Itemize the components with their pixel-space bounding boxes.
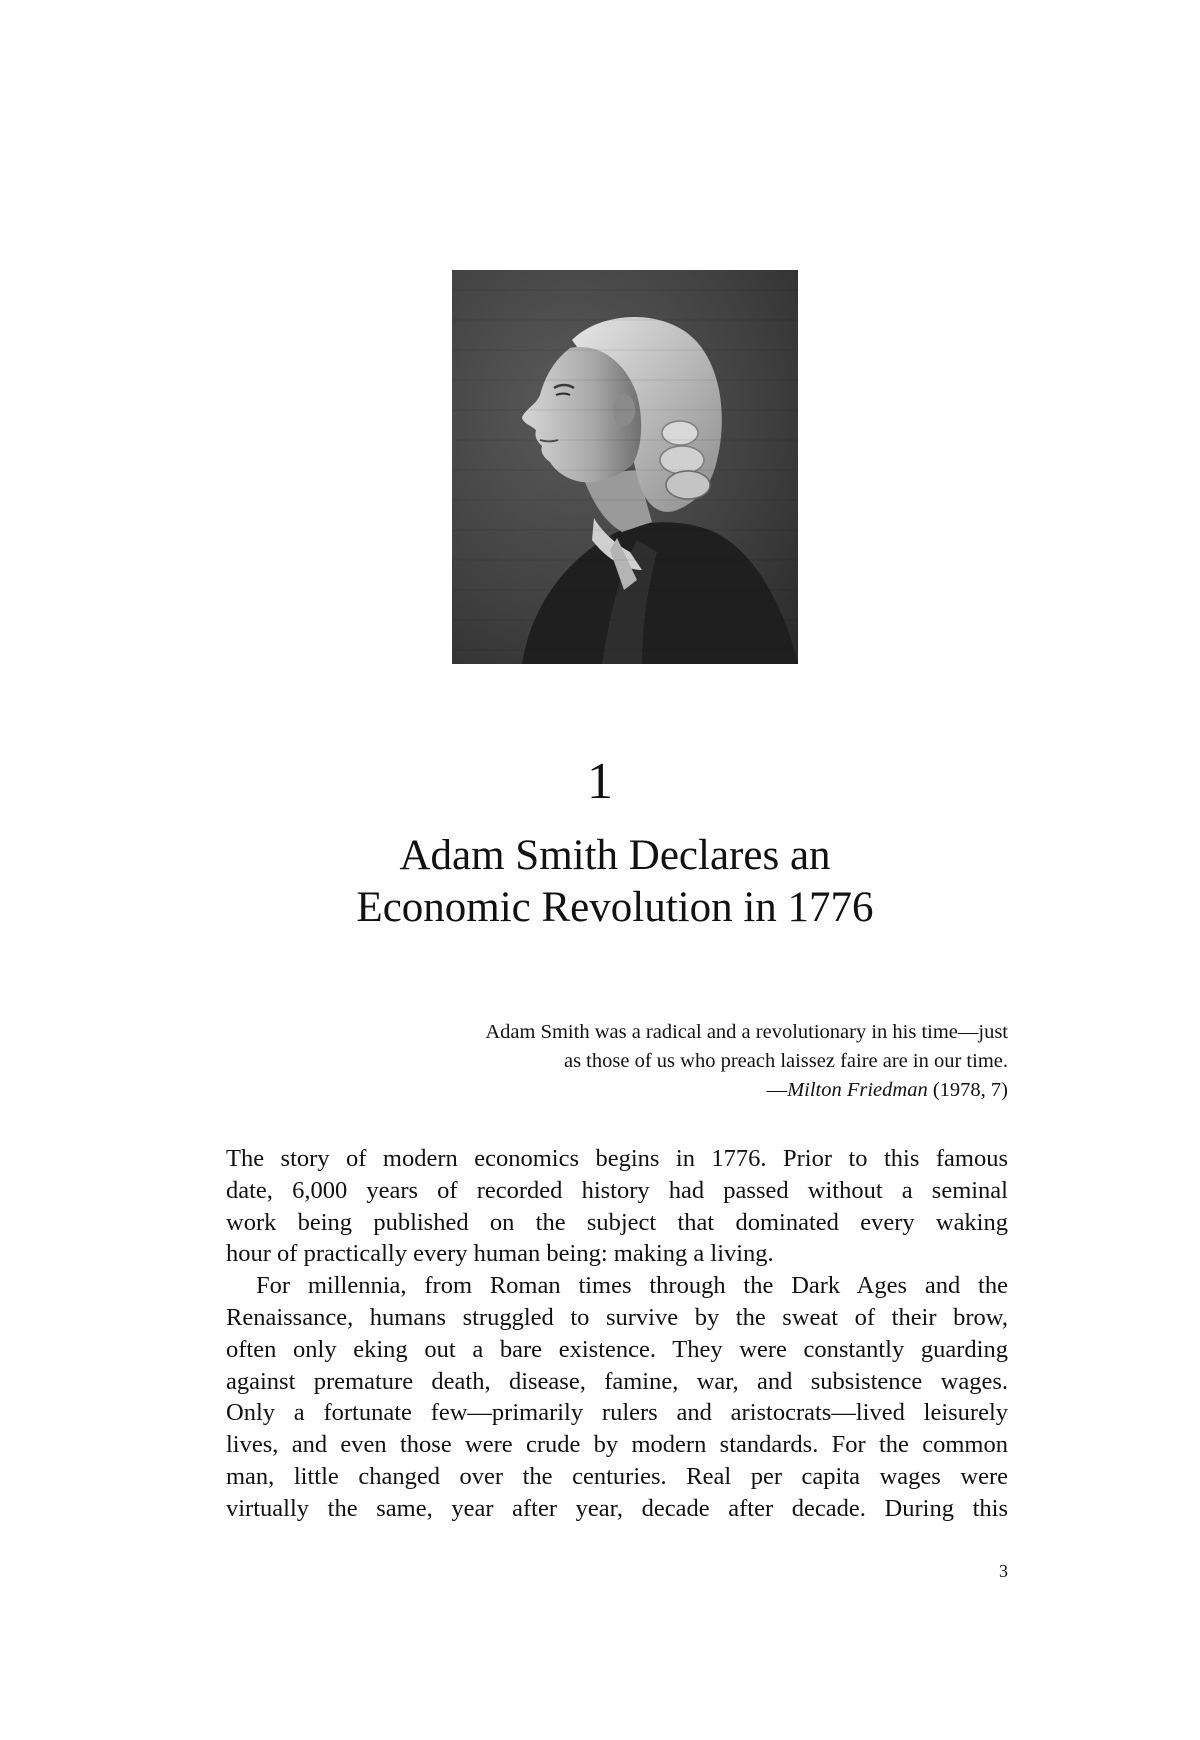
epigraph-line: Adam Smith was a radical and a revolutionary in his time—just: [485, 1021, 1008, 1043]
text-line: Only a fortunate few—primarily rulers and aristocrats—lived leisurely: [226, 1399, 1008, 1427]
page-number: 3: [999, 1561, 1008, 1581]
text-line: against premature death, disease, famine, war, and subsistence wages.: [226, 1367, 1008, 1395]
chapter-number: 1: [587, 753, 613, 810]
text-line: For millennia, from Roman times through the Dark Ages and the: [256, 1272, 1008, 1300]
epigraph-line: as those of us who preach laissez faire are in our time.: [563, 1050, 1008, 1072]
attribution-author: Milton Friedman: [787, 1079, 928, 1101]
text-line: Renaissance, humans struggled to survive by the sweat of their brow,: [226, 1303, 1008, 1331]
epigraph-attribution: [300, 1076, 1008, 1105]
adam-smith-portrait-illustration: [452, 270, 798, 664]
text-line: often only eking out a bare existence. They were constantly guarding: [226, 1335, 1008, 1363]
text-line: hour of practically every human being: making a living.: [226, 1240, 774, 1268]
attribution-dash: —: [766, 1079, 788, 1101]
chapter-title: [200, 830, 1030, 934]
text-line: man, little changed over the centuries. Real per capita wages were: [226, 1462, 1008, 1490]
text-line: date, 6,000 years of recorded history had passed without a seminal: [226, 1176, 1008, 1204]
chapter-title-line: Economic Revolution in 1776: [356, 884, 874, 931]
paragraph: [226, 1143, 1008, 1270]
text-line: virtually the same, year after year, decade after decade. During this: [226, 1494, 1008, 1522]
chapter-title-line: Adam Smith Declares an: [399, 832, 831, 879]
epigraph: [300, 1018, 1008, 1105]
text-line: work being published on the subject that dominated every waking: [226, 1208, 1008, 1236]
portrait-image: [452, 270, 798, 664]
paragraph: [226, 1270, 1008, 1524]
body-text: [226, 1143, 1008, 1525]
text-line: The story of modern economics begins in 1776. Prior to this famous: [226, 1145, 1008, 1172]
text-line: lives, and even those were crude by modern standards. For the common: [226, 1431, 1008, 1459]
attribution-citation: (1978, 7): [927, 1079, 1008, 1101]
